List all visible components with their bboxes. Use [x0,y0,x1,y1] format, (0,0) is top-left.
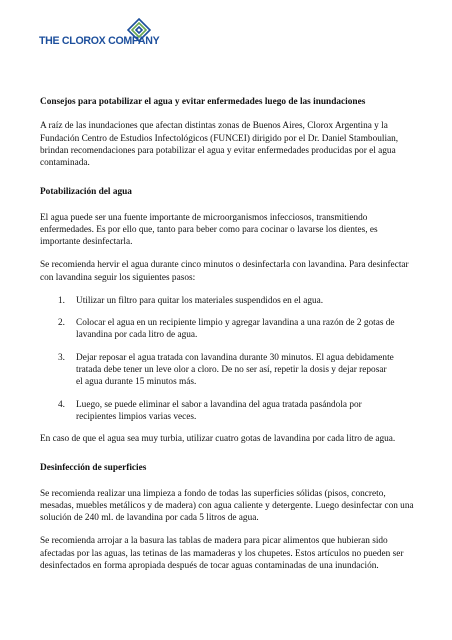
document-title: Consejos para potabilizar el agua y evitar enfermedades luego de las inundaciones [40,97,366,107]
step-number: 3. [58,352,65,363]
step-text: Luego, se puede eliminar el sabor a lavandina del agua tratada pasándola por recipientes limpios varias veces. [76,399,362,422]
logo-wordmark: THE CLOROX COMPANY [39,35,160,47]
paragraph: El agua puede ser una fuente importante de microorganismos infecciosos, transmitiendo enfermedades. Es por ello que, tanto para beber como para cocinar o lavarse los dientes, es importante desinfectarla. [40,212,378,248]
list-item [40,317,415,342]
steps-list [40,295,415,423]
section-heading-potabilizacion: Potabilización del agua [40,187,132,198]
step-text: Colocar el agua en un recipiente limpio y agregar lavandina a una razón de 2 gotas de lavandina por cada litro de agua. [76,318,395,341]
clorox-diamond-icon [127,18,151,42]
step-text: Utilizar un filtro para quitar los materiales suspendidos en el agua. [76,295,324,306]
paragraph: Se recomienda arrojar a la basura las tablas de madera para picar alimentos que hubieran sido afectadas por las aguas, las tetinas de las mamaderas y los chupetes. Estos artículos no pueden ser desinfectados en forma apropiada después de tocar aguas contaminadas de una inundación. [40,536,404,571]
section-heading-desinfeccion: Desinfección de superficies [40,463,147,474]
list-item [40,352,415,389]
paragraph: En caso de que el agua sea muy turbia, utilizar cuatro gotas de lavandina por cada litro de agua. [40,434,396,445]
document-body [40,96,415,583]
list-item [40,295,415,307]
step-text: Dejar reposar el agua tratada con lavandina durante 30 minutos. El agua debidamente tratada debe tener un leve olor a cloro. De no ser así, repetir la dosis y dejar reposar el agua durante 15 minutos más. [76,352,394,388]
paragraph: Se recomienda realizar una limpieza a fondo de todas las superficies sólidas (pisos, concreto, mesadas, muebles metálicos y de madera) con agua caliente y detergente. Luego desinfectar con una solución de 240 ml. de lavandina por cada 5 litros de agua. [40,488,414,524]
intro-paragraph: A raíz de las inundaciones que afectan distintas zonas de Buenos Aires, Clorox Argentina y la Fundación Centro de Estudios Infectológicos (FUNCEI) dirigido por el Dr. Daniel Stamboulian, brindan recomendaciones para potabilizar el agua y evitar enfermedades producidas por el agua contaminada. [40,121,399,169]
clorox-logo [39,36,159,47]
step-number: 2. [58,318,65,329]
paragraph: Se recomienda hervir el agua durante cinco minutos o desinfectarla con lavandina. Para desinfectar con lavandina seguir los siguientes pasos: [40,260,409,283]
step-number: 4. [58,399,65,410]
step-number: 1. [58,295,65,306]
list-item [40,399,415,424]
